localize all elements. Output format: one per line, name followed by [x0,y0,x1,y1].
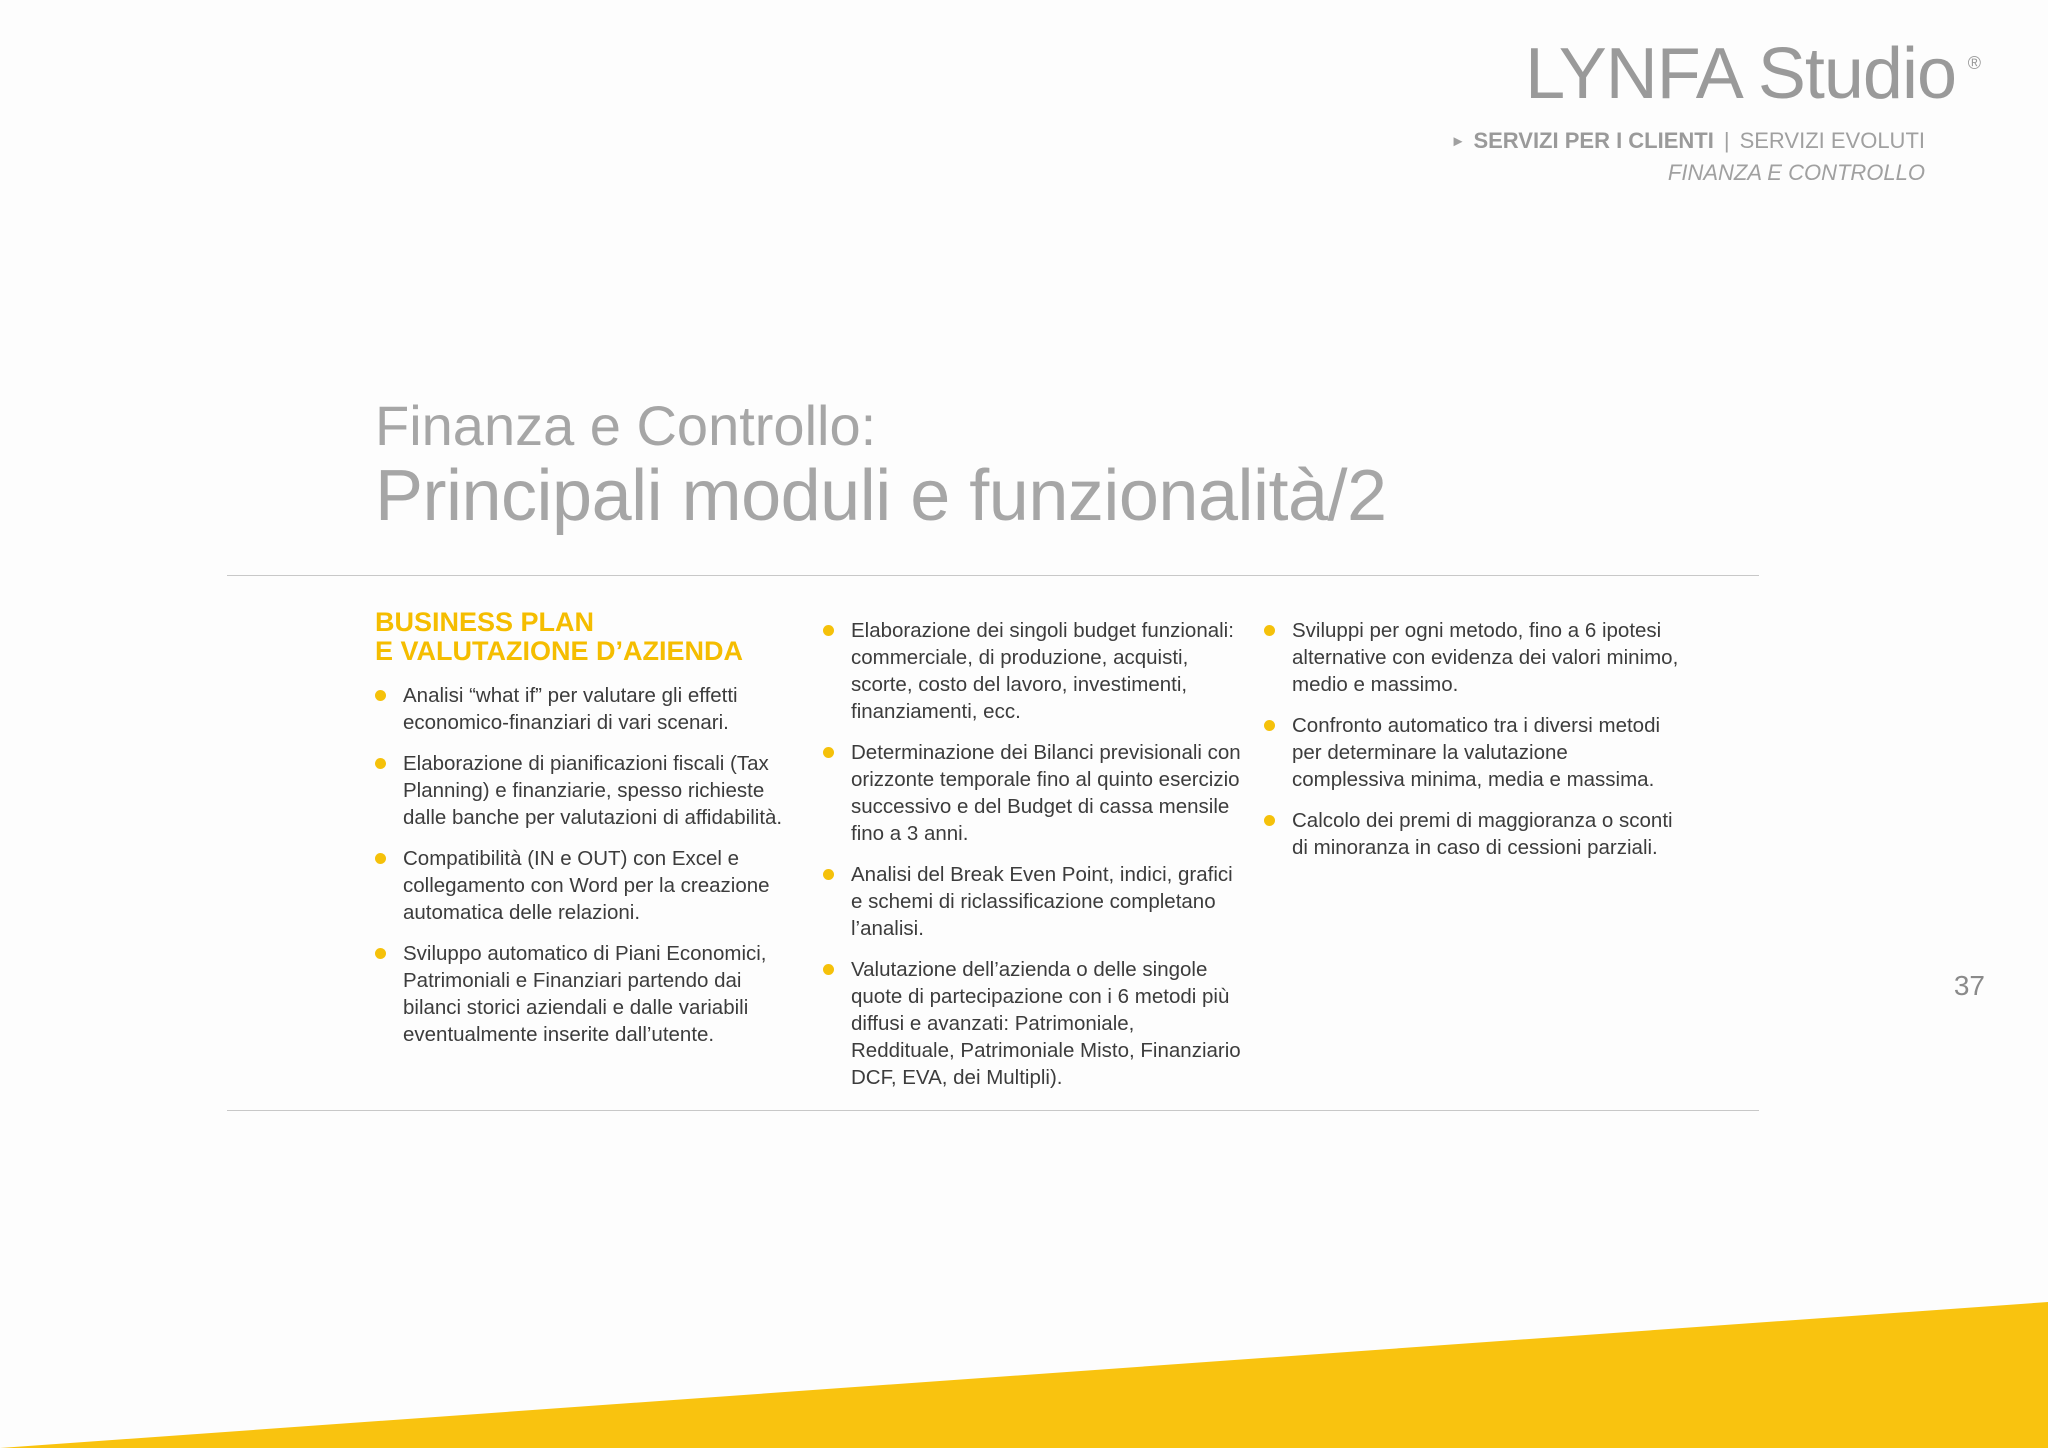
column-business-plan [375,608,795,1062]
bullet-dot-icon [823,625,834,636]
list-item-text: Analisi “what if” per valutare gli effetti economico-finanziari di vari scenari. [403,684,738,734]
list-item-text: Analisi del Break Even Point, indici, grafici e schemi di riclassificazione completano l’analisi. [851,863,1233,940]
column-valuation [1264,617,1684,875]
breadcrumb-sub[interactable]: FINANZA E CONTROLLO [1667,160,1925,185]
page-title-line2: Principali moduli e funzionalità/2 [375,456,1387,536]
page-number: 37 [1953,970,1985,1001]
registered-mark: ® [1967,53,1980,73]
bullet-list [823,617,1243,1091]
bullet-dot-icon [1264,815,1275,826]
bullet-dot-icon [1264,625,1275,636]
list-item [375,940,795,1048]
page-title-line1: Finanza e Controllo: [375,394,877,457]
list-item-text: Determinazione dei Bilanci previsionali con orizzonte temporale fino al quinto esercizio successivo e del Budget di cassa mensile fino a 3 anni. [851,741,1241,845]
bullet-list [1264,617,1684,861]
list-item [1264,807,1684,861]
list-item [823,739,1243,847]
list-item [375,682,795,736]
list-item-text: Compatibilità (IN e OUT) con Excel e collegamento con Word per la creazione automatica delle relazioni. [403,847,770,924]
bullet-dot-icon [823,964,834,975]
list-item-text: Sviluppo automatico di Piani Economici, Patrimoniali e Finanziari partendo dai bilanci storici aziendali e dalle variabili eventualmente inserite dall’utente. [403,942,767,1046]
play-arrow-icon: ► [1450,133,1466,150]
list-item [1264,617,1684,698]
list-item-text: Elaborazione di pianificazioni fiscali (Tax Planning) e finanziarie, spesso richieste dalle banche per valutazioni di affidabilità. [403,752,783,829]
bullet-dot-icon [375,853,386,864]
list-item [375,750,795,831]
bullet-dot-icon [823,747,834,758]
breadcrumb-active[interactable]: SERVIZI PER I CLIENTI [1473,128,1714,153]
breadcrumb-next[interactable]: SERVIZI EVOLUTI [1739,128,1925,153]
section-heading-line1: BUSINESS PLAN [375,607,595,637]
breadcrumb [1451,126,1925,187]
list-item [823,956,1243,1091]
list-item [823,861,1243,942]
bullet-list [375,682,795,1048]
column-budget [823,617,1243,1105]
section-heading-line2: E VALUTAZIONE D’AZIENDA [375,636,743,666]
brand-name: LYNFA Studio [1525,34,1956,114]
list-item-text: Confronto automatico tra i diversi metodi per determinare la valutazione complessiva minima, media e massima. [1292,714,1661,791]
list-item [823,617,1243,725]
list-item-text: Elaborazione dei singoli budget funzionali: commerciale, di produzione, acquisti, scorte, costo del lavoro, investimenti, finanziamenti, ecc. [851,619,1234,723]
list-item-text: Calcolo dei premi di maggioranza o sconti di minoranza in caso di cessioni parziali. [1292,809,1673,859]
breadcrumb-separator: | [1723,128,1730,153]
list-item [1264,712,1684,793]
bullet-dot-icon [823,869,834,880]
bottom-divider [227,1110,1759,1111]
bullet-dot-icon [375,948,386,959]
bullet-dot-icon [375,690,386,701]
bullet-dot-icon [1264,720,1275,731]
brand-logo [1525,34,1980,114]
bullet-dot-icon [375,758,386,769]
list-item-text: Valutazione dell’azienda o delle singole quote di partecipazione con i 6 metodi più diffusi e avanzati: Patrimoniale, Reddituale, Patrimoniale Misto, Finanziario DCF, EVA, dei Multipli). [851,958,1241,1089]
top-divider [227,575,1759,576]
section-heading [375,608,795,666]
list-item-text: Sviluppi per ogni metodo, fino a 6 ipotesi alternative con evidenza dei valori minimo, medio e massimo. [1292,619,1679,696]
list-item [375,845,795,926]
